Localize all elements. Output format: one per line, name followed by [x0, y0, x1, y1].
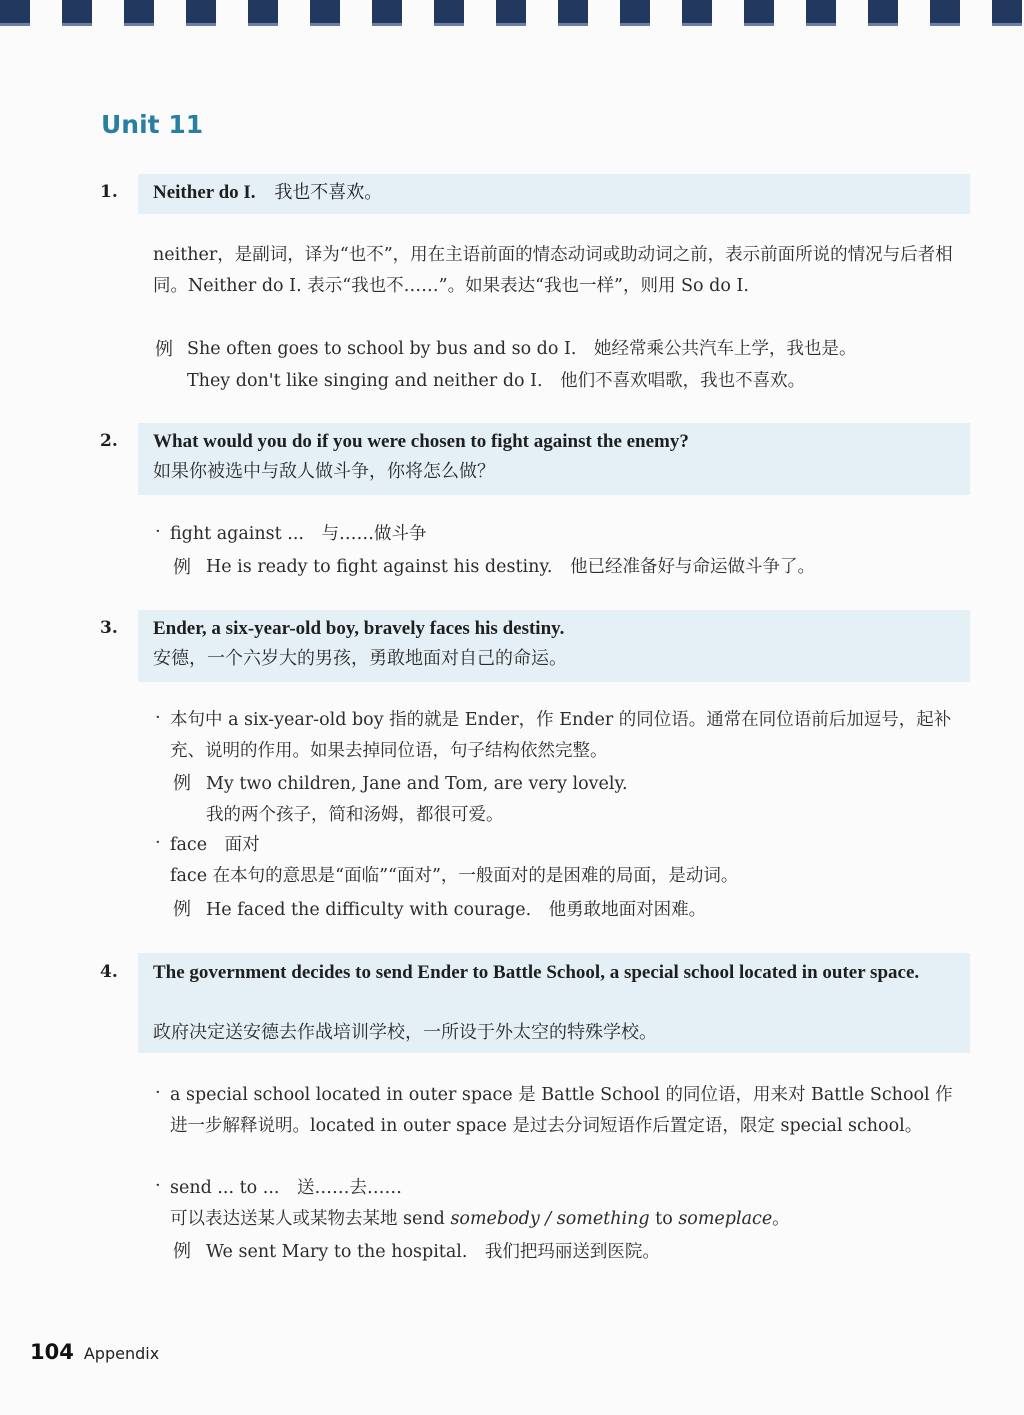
heading-en: The government decides to send Ender to Battle School, a special school located in outer space.: [153, 962, 920, 983]
section-name: Appendix: [83, 1344, 160, 1363]
bullet-dot: ·: [155, 1082, 161, 1103]
heading-zh: 如果你被选中与敌人做斗争，你将怎么做？: [153, 461, 495, 482]
bullet-dot: ·: [155, 832, 161, 853]
page-number: 104: [30, 1340, 74, 1364]
example-marker: 例: [173, 1241, 191, 1262]
heading-zh: 我也不喜欢。: [274, 182, 383, 203]
heading-zh: 政府决定送安德去作战培训学校，一所设于外太空的特殊学校。: [153, 1022, 657, 1043]
bullet-dot: ·: [155, 521, 161, 542]
text-part: 。: [772, 1209, 790, 1229]
bullet-dot: ·: [155, 707, 161, 728]
bullet-phrase: send ... to ... 送……去……: [170, 1178, 402, 1198]
unit-title: Unit 11: [101, 110, 204, 139]
bullet-phrase: fight against ... 与……做斗争: [170, 524, 427, 544]
bullet-text: face 在本句的意思是“面临”“面对”，一般面对的是困难的局面，是动词。: [170, 866, 739, 886]
heading-en: What would you do if you were chosen to fight against the enemy?: [153, 431, 689, 452]
text-italic: someplace: [678, 1209, 773, 1229]
example-marker: 例: [173, 899, 191, 920]
item-number: 4.: [100, 962, 118, 982]
example-sentence: He faced the difficulty with courage. 他勇敢地面对困难。: [206, 900, 707, 920]
example-marker: 例: [173, 557, 191, 578]
text-part: 可以表达送某人或某物去某地 send: [170, 1209, 451, 1229]
example-marker: 例: [155, 339, 173, 360]
example-sentence: They don't like singing and neither do I. 他们不喜欢唱歌，我也不喜欢。: [187, 371, 806, 391]
item-number: 1.: [100, 182, 118, 202]
heading-en: Ender, a six-year-old boy, bravely faces his destiny.: [153, 618, 565, 639]
example-sentence: She often goes to school by bus and so do I. 她经常乘公共汽车上学，我也是。: [187, 339, 857, 359]
example-translation: 我的两个孩子，简和汤姆，都很可爱。: [206, 805, 504, 825]
heading-zh: 安德，一个六岁大的男孩，勇敢地面对自己的命运。: [153, 648, 567, 669]
item-heading: [153, 178, 973, 208]
page-footer: [30, 1340, 159, 1364]
heading-en: Neither do I.: [153, 182, 256, 203]
bullet-dot: ·: [155, 1175, 161, 1196]
bullet-text: 本句中 a six-year-old boy 指的就是 Ender，作 Ender 的同位语。通常在同位语前后加逗号，起补充、说明的作用。如果去掉同位语，句子结构依然完整。: [170, 710, 952, 761]
text-part: to: [649, 1209, 679, 1229]
text-italic: somebody / something: [450, 1209, 650, 1229]
explanation: neither，是副词，译为“也不”，用在主语前面的情态动词或助动词之前，表示前面所说的情况与后者相同。Neither do I. 表示“我也不……”。如果表达“我也一样”，则用 So do I.: [153, 245, 953, 296]
item-number: 3.: [100, 618, 118, 638]
item-number: 2.: [100, 431, 118, 451]
example-marker: 例: [173, 773, 191, 794]
bullet-text: [170, 1204, 790, 1235]
example-sentence: We sent Mary to the hospital. 我们把玛丽送到医院。: [206, 1242, 660, 1262]
example-sentence: My two children, Jane and Tom, are very lovely.: [206, 774, 628, 794]
bullet-text: a special school located in outer space 是 Battle School 的同位语，用来对 Battle School 作进一步解释说明。located in outer space 是过去分词短语作后置定语，限定 special school。: [170, 1085, 953, 1136]
bullet-phrase: face 面对: [170, 835, 260, 855]
top-dash-border: [0, 0, 1024, 26]
example-sentence: He is ready to fight against his destiny. 他已经准备好与命运做斗争了。: [206, 557, 815, 577]
